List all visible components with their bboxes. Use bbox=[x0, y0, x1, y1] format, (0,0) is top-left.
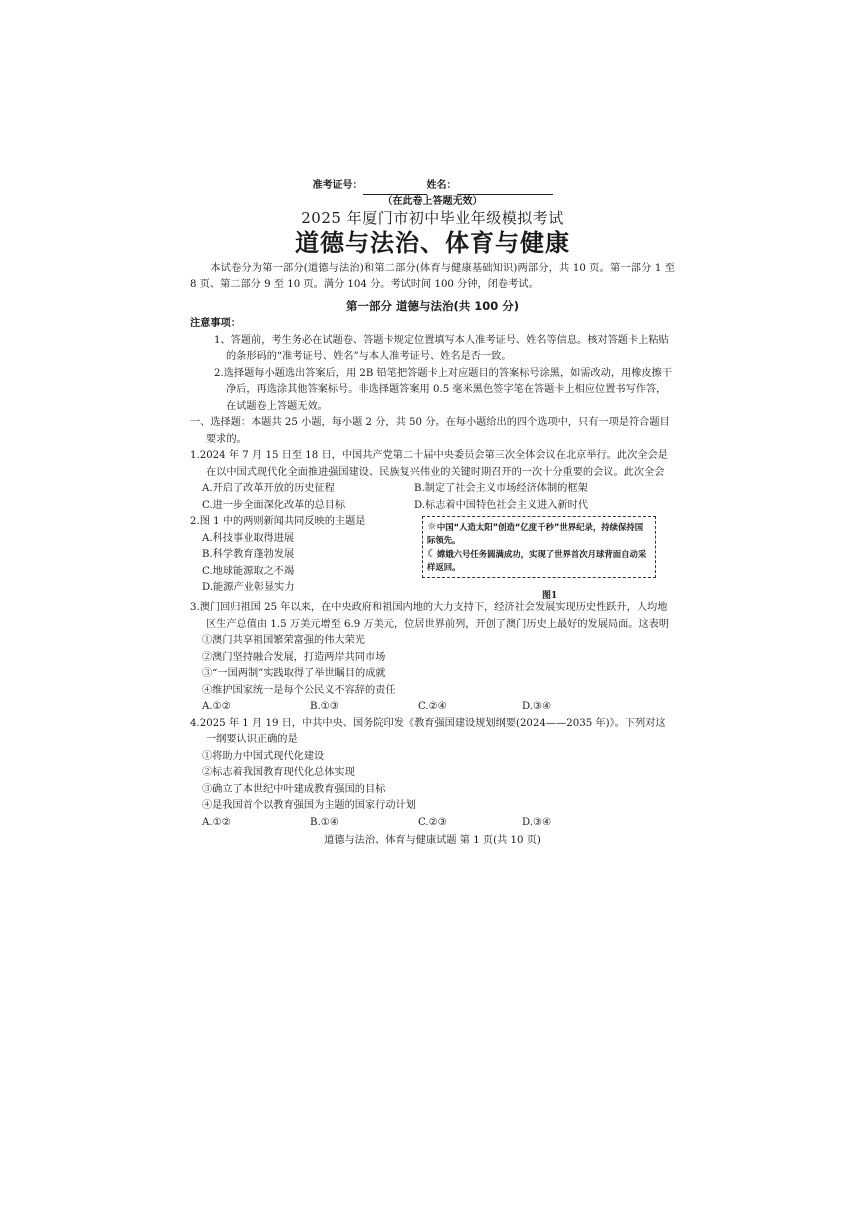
q4-option-d: D.③④ bbox=[522, 816, 552, 828]
q1-option-b: B.制定了社会主义市场经济体制的框架 bbox=[414, 483, 588, 494]
q3-statement-2: ②澳门坚持融合发展，打造两岸共同市场 bbox=[202, 651, 386, 663]
news-item-1 bbox=[427, 520, 651, 547]
question-3-options bbox=[190, 699, 675, 716]
intro-paragraph: 本试卷分为第一部分(道德与法治)和第二部分(体育与健康基础知识)两部分，共 10 页。第一部分 1 至 8 页、第二部分 9 至 10 页。满分 104 分。考试时间 100 分钟，闭卷考试。 bbox=[190, 262, 675, 290]
q3-statement-3: ③“一国两制”实践取得了举世瞩目的成就 bbox=[202, 668, 386, 679]
q3-statement-4: ④维护国家统一是每个公民义不容辞的责任 bbox=[202, 684, 396, 696]
q3-option-b: B.①③ bbox=[310, 701, 339, 712]
candidate-number-blank bbox=[363, 182, 427, 195]
question-2-stem: 2.图 1 中的两则新闻共同反映的主题是 bbox=[190, 516, 366, 527]
question-4-options bbox=[190, 815, 675, 832]
q3-option-c: C.②④ bbox=[418, 701, 447, 712]
name-blank bbox=[457, 182, 553, 195]
q3-statement-1: ①澳门共享祖国繁荣富强的伟大荣光 bbox=[202, 635, 365, 646]
q4-option-c: C.②③ bbox=[418, 816, 447, 828]
news-1-text: 中国“人造太阳”创造“亿度千秒”世界纪录，持续保持国际领先。 bbox=[427, 522, 644, 545]
candidate-info-line bbox=[190, 178, 675, 195]
q1-option-a: A.开启了改革开放的历史征程 bbox=[202, 483, 335, 494]
exam-title: 2025 年厦门市初中毕业年级模拟考试 bbox=[301, 208, 564, 227]
exam-page bbox=[190, 178, 675, 850]
question-4-stem: 4.2025 年 1 月 19 日，中共中央、国务院印发《教育强国建设规划纲要(2024——2035 年)》。下列对这一纲要认识正确的是 bbox=[190, 717, 666, 745]
q4-statement-3: ③确立了本世纪中叶建成教育强国的目标 bbox=[202, 783, 386, 795]
question-2 bbox=[190, 514, 675, 600]
subject-title: 道德与法治、体育与健康 bbox=[295, 228, 570, 257]
q1-option-c: C.进一步全面深化改革的总目标 bbox=[202, 499, 346, 511]
name-label: 姓名： bbox=[426, 180, 457, 191]
answer-invalid-notice: （在此卷上答题无效） bbox=[382, 195, 483, 207]
q2-option-c: C.地球能源取之不竭 bbox=[202, 565, 295, 577]
note-item-2: 2.选择题每小题选出答案后，用 2B 铅笔把答题卡上对应题目的答案标号涂黑，如需改动，用橡皮擦干净后，再选涂其他答案标号。非选择题答案用 0.5 毫米黑色签字笔在答题卡上相应位置书写作答，在试题卷上答题无效。 bbox=[214, 367, 673, 412]
question-1-options-row-1 bbox=[190, 481, 675, 498]
q4-statement-1: ①将助力中国式现代化建设 bbox=[202, 750, 325, 762]
figure-1-news-box bbox=[422, 516, 656, 578]
question-1-stem: 1.2024 年 7 月 15 日至 18 日，中国共产党第二十届中央委员会第三次全体会议在北京举行。此次全会是在以中国式现代化全面推进强国建设、民族复兴伟业的关键时期召开的一次十分重要的会议。此次全会 bbox=[190, 450, 668, 478]
page-footer: 道德与法治、体育与健康试题 第 1 页(共 10 页) bbox=[324, 835, 541, 846]
question-3-stem: 3.澳门回归祖国 25 年以来，在中央政府和祖国内地的大力支持下，经济社会发展实现历史性跃升，人均地区生产总值由 1.5 万美元增至 6.9 万美元，位居世界前列，开创了澳门历史上最好的发展局面。这表明 bbox=[190, 602, 670, 630]
figure-1-label: 图1 bbox=[542, 591, 558, 601]
question-1-options-row-2 bbox=[190, 498, 675, 515]
q2-option-b: B.科学教育蓬勃发展 bbox=[202, 549, 295, 560]
part-title: 第一部分 道德与法治(共 100 分) bbox=[345, 298, 520, 313]
q4-option-a: A.①② bbox=[202, 816, 231, 828]
q3-option-d: D.③④ bbox=[522, 701, 552, 712]
candidate-number-label: 准考证号： bbox=[312, 180, 363, 191]
q1-option-d: D.标志着中国特色社会主义进入新时代 bbox=[414, 499, 589, 511]
news-2-text: 嫦娥六号任务圆满成功，实现了世界首次月球背面自动采样返回。 bbox=[427, 549, 647, 572]
q2-option-a: A.科技事业取得进展 bbox=[202, 532, 295, 544]
q4-statement-4: ④是我国首个以教育强国为主题的国家行动计划 bbox=[202, 800, 416, 811]
sun-icon: ☼ bbox=[427, 520, 437, 533]
notes-heading: 注意事项： bbox=[190, 318, 241, 329]
section-heading: 一、选择题：本题共 25 小题，每小题 2 分，共 50 分。在每小题给出的四个选项中，只有一项是符合题目要求的。 bbox=[190, 417, 670, 445]
q4-statement-2: ②标志着我国教育现代化总体实现 bbox=[202, 767, 355, 778]
moon-icon: ☾ bbox=[427, 547, 437, 560]
q2-option-d: D.能源产业彰显实力 bbox=[202, 582, 295, 593]
q3-option-a: A.①② bbox=[202, 701, 231, 712]
q4-option-b: B.①④ bbox=[310, 816, 339, 828]
note-item-1: 1、答题前，考生务必在试题卷、答题卡规定位置填写本人准考证号、姓名等信息。核对答题卡上粘贴的条形码的“准考证号、姓名”与本人准考证号、姓名是否一致。 bbox=[214, 334, 669, 362]
news-item-2 bbox=[427, 547, 651, 574]
